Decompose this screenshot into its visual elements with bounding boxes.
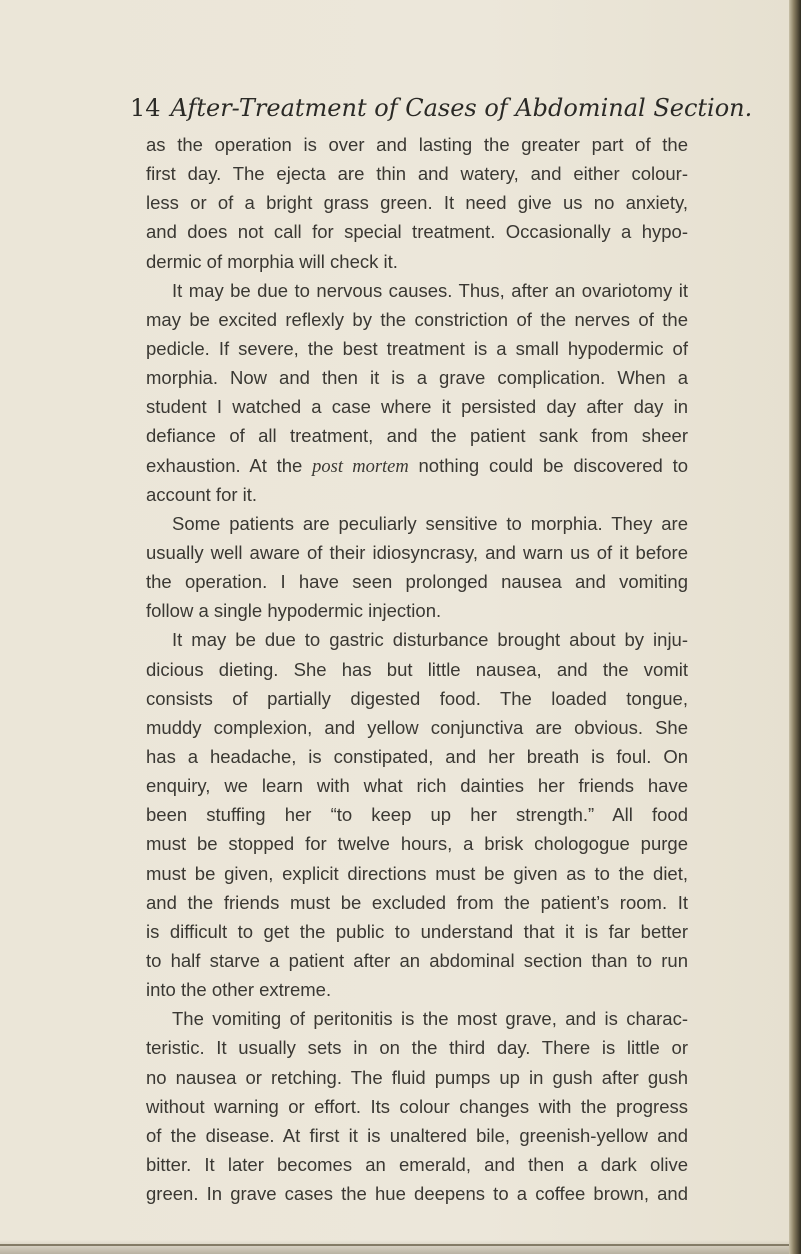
page-number: 14: [130, 94, 161, 122]
text-line: morphia. Now and then it is a grave complication. When a: [146, 367, 688, 389]
text-line: no nausea or retching. The fluid pumps up in gush after gush: [146, 1066, 688, 1088]
text-line: is difficult to get the public to understand that it is far better: [146, 920, 688, 942]
text-line: Some patients are peculiarly sensitive to morphia. They are: [172, 512, 688, 534]
text-line: and the friends must be excluded from the patient’s room. It: [146, 891, 688, 913]
text-line: exhaustion. At the post mortem nothing could be discovered to: [146, 454, 689, 477]
text-line: without warning or effort. Its colour changes with the progress: [146, 1095, 688, 1117]
text-line: and does not call for special treatment. Occasionally a hypo-: [146, 221, 688, 243]
text-line: of the disease. At first it is unaltered bile, greenish-yellow and: [146, 1124, 688, 1146]
running-head-title: After-Treatment of Cases of Abdominal Section.: [170, 94, 753, 122]
text-line: must be stopped for twelve hours, a brisk chologogue purge: [146, 833, 688, 855]
text-line: as the operation is over and lasting the greater part of the: [146, 134, 688, 155]
text-line: enquiry, we learn with what rich dainties her friends have: [146, 775, 688, 797]
text-line: first day. The ejecta are thin and watery, and either colour-: [146, 163, 688, 185]
text-line: to half starve a patient after an abdominal section than to run: [146, 949, 688, 971]
paragraph: [146, 509, 688, 626]
running-head: [130, 94, 753, 122]
text-line: usually well aware of their idiosyncrasy, and warn us of it before: [146, 541, 688, 563]
text-line: It may be due to gastric disturbance brought about by inju-: [172, 629, 688, 651]
text-line: into the other extreme.: [146, 979, 332, 1001]
text-line: bitter. It later becomes an emerald, and then a dark olive: [146, 1153, 688, 1175]
text-line: account for it.: [146, 483, 258, 505]
page-bottom-shadow: [0, 1240, 801, 1254]
text-line: the operation. I have seen prolonged nausea and vomiting: [146, 571, 688, 593]
text-line: defiance of all treatment, and the patient sank from sheer: [146, 425, 688, 447]
text-line: may be excited reflexly by the constriction of the nerves of the: [146, 308, 688, 330]
text-line: has a headache, is constipated, and her breath is foul. On: [146, 745, 688, 767]
paragraph: [146, 625, 688, 1004]
paragraph: [146, 1004, 688, 1208]
binding-edge: [789, 0, 801, 1254]
text-line: pedicle. If severe, the best treatment is a small hypodermic of: [146, 337, 688, 359]
text-line: muddy complexion, and yellow conjunctiva are obvious. She: [146, 716, 688, 738]
paragraph: [146, 130, 688, 276]
text-line: must be given, explicit directions must be given as to the diet,: [146, 862, 688, 884]
italic-phrase: post mortem: [312, 456, 409, 477]
text-line: dicious dieting. She has but little nausea, and the vomit: [146, 658, 688, 680]
text-line: follow a single hypodermic injection.: [146, 600, 442, 622]
text-line: green. In grave cases the hue deepens to a coffee brown, and: [146, 1183, 688, 1205]
text-line: been stuffing her “to keep up her strength.” All food: [146, 804, 688, 826]
text-line: student I watched a case where it persisted day after day in: [146, 396, 688, 418]
text-line: less or of a bright grass green. It need give us no anxiety,: [146, 192, 688, 214]
body-text: [146, 130, 688, 1208]
text-line: The vomiting of peritonitis is the most grave, and is charac-: [172, 1008, 688, 1030]
paragraph: [146, 276, 688, 509]
text-line: dermic of morphia will check it.: [146, 250, 398, 272]
text-line: consists of partially digested food. The loaded tongue,: [146, 687, 688, 709]
text-line: It may be due to nervous causes. Thus, after an ovariotomy it: [172, 279, 688, 301]
text-line: teristic. It usually sets in on the third day. There is little or: [146, 1037, 688, 1059]
